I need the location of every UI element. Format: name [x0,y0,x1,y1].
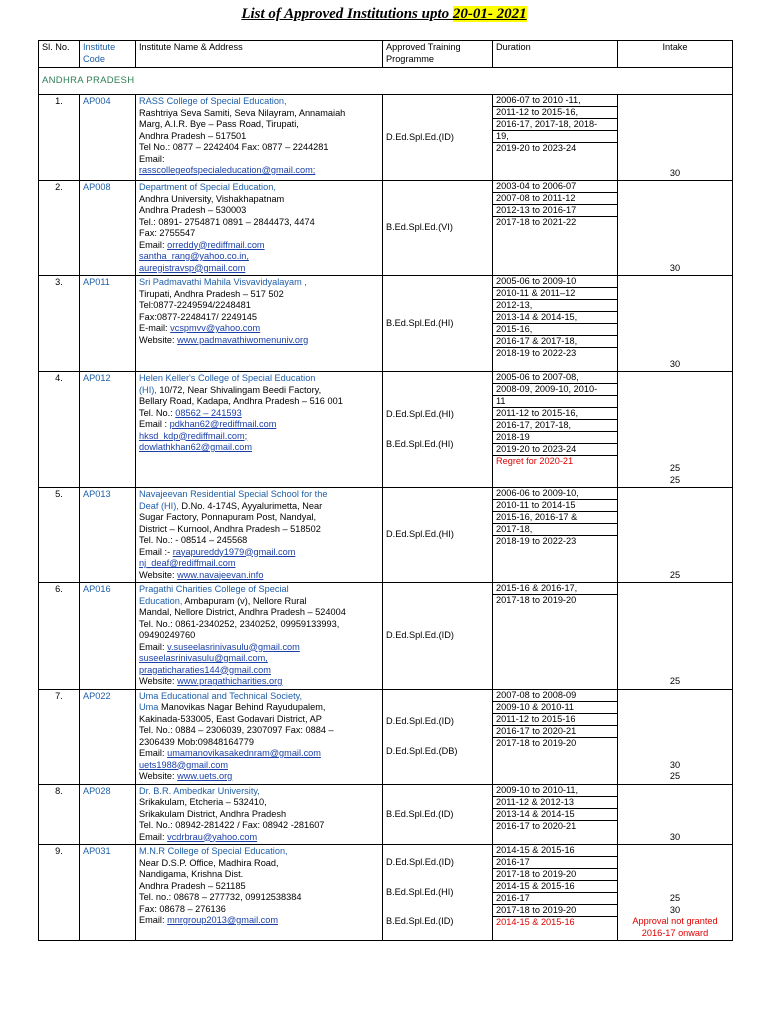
email-link[interactable]: uets1988@gmail.com [139,759,228,770]
address-line: Srikakulam, Etcheria – 532410, [139,797,267,807]
row-code: AP011 [80,276,136,372]
programme: D.Ed.Spl.Ed.(ID) [386,857,454,868]
email-label: E-mail: [139,323,171,333]
programme: B.Ed.Spl.Ed.(HI) [386,317,454,328]
email-link[interactable]: suseelasrinivasulu@gmail.com, [139,653,268,663]
row-sl: 2. [39,181,80,276]
institute-name-cont: Deaf (HI), [139,500,179,511]
intake-value: 25 [669,893,681,903]
website-label: Website: [139,334,178,345]
institute-name: Navajeevan Residential Special School for the [139,489,328,499]
email-link[interactable]: dowlathkhan62@gmail.com [139,442,252,452]
duration-entry: 2005-06 to 2009-10 [493,276,617,288]
row-programme [383,784,493,845]
row-intake [618,784,733,845]
institute-name: RASS College of Special Education, [139,96,287,106]
email-link[interactable]: umamanovikasakednram@gmail.com [167,748,321,758]
row-programme [383,95,493,181]
duration-entry: 2016-17 [493,857,617,869]
duration-entry: 2016-17, 2017-18, [493,420,617,432]
duration-entry: 2016-17, 2017-18, 2018- [493,119,617,131]
row-sl: 4. [39,372,80,488]
table-row [39,276,733,372]
duration-entry: 2003-04 to 2006-07 [493,181,617,193]
address-line: Near D.S.P. Office, Madhira Road, [139,857,279,868]
row-duration [493,583,618,690]
row-sl: 7. [39,689,80,784]
programme: B.Ed.Spl.Ed.(VI) [386,222,453,233]
title-date: 20-01- 2021 [452,6,527,22]
institute-name-cont: Education, [139,595,183,606]
duration-entry: 2015-16, 2016-17 & [493,512,617,524]
email-label: Email: [139,748,168,758]
programme-2: D.Ed.Spl.Ed.(DB) [386,745,458,756]
row-name-address [136,583,383,690]
institute-name-cont: Uma [139,702,159,712]
address-line: Nandigama, Krishna Dist. [139,869,244,879]
row-duration [493,276,618,372]
duration-entry: 2016-17 to 2020-21 [493,726,617,738]
row-name-address [136,276,383,372]
website-label: Website: [139,569,178,580]
email-label: Email : [139,419,170,429]
duration-entry: 2011-12 & 2012-13 [493,797,617,809]
institute-name: Department of Special Education, [139,182,276,192]
institute-name: Dr. B.R. Ambedkar University, [139,785,260,796]
email-link[interactable]: orreddy@rediffmail.com [167,239,265,250]
address-line: Tel No.: 0877 – 2242404 Fax: 0877 – 2244281 [139,142,329,152]
page-title: List of Approved Institutions upto 20-01- 2021 [241,6,527,22]
intake-value: 25 [669,463,681,473]
duration-entry: 2014-15 & 2015-16 [493,845,617,857]
programme: D.Ed.Spl.Ed.(ID) [386,716,454,726]
address-line: Tel. No.: [139,407,173,418]
address-line: D.No. 4-174S, Ayyalurimetta, Near [181,500,323,511]
duration-entry: 2016-17 [493,893,617,905]
table-row [39,488,733,583]
row-code: AP004 [80,95,136,181]
email-link[interactable]: vcspmvv@yahoo.com [170,323,261,333]
address-line: 2306439 Mob:09848164779 [139,736,254,747]
institute-name-cont: (HI), [139,384,157,395]
row-sl: 6. [39,583,80,690]
state-name: ANDHRA PRADESH [39,68,733,95]
email-label: Email: [139,831,168,842]
intake-value: 30 [669,167,681,178]
duration-entry: 2007-08 to 2008-09 [493,690,617,702]
website-label: Website: [139,771,178,781]
regret-note: Regret for 2020-21 [496,456,574,466]
row-name-address [136,181,383,276]
table-row [39,95,733,181]
website-link[interactable]: www.navajeevan.info [177,569,264,580]
email-label: Email: [139,915,168,925]
duration-entry: 2011-12 to 2015-16, [493,408,617,420]
row-code: AP016 [80,583,136,690]
email-link[interactable]: vcdrbrau@yahoo.com [167,831,258,842]
row-name-address [136,95,383,181]
duration-entry: 2010-11 & 2011–12 [493,288,617,300]
row-intake [618,181,733,276]
programme-2: B.Ed.Spl.Ed.(HI) [386,438,454,449]
duration-entry: 2019-20 to 2023-24 [493,444,617,456]
address-line: Tirupati, Andhra Pradesh – 517 502 [139,288,284,299]
email-link[interactable]: hksd_kdp@rediffmail.com; [139,430,248,441]
duration-entry: 2011-12 to 2015-16 [493,714,617,726]
email-link[interactable]: pragaticharaties144@gmail.com [139,664,271,675]
row-name-address [136,689,383,784]
table-row [39,372,733,488]
row-intake [618,372,733,488]
row-sl: 9. [39,845,80,941]
duration-entry: 11 [493,396,617,408]
row-programme [383,372,493,488]
address-line: 10/72, Near Shivalingam Beedi Factory, [159,384,322,395]
duration-entry: 2018-19 to 2022-23 [496,536,577,546]
address-line: Andhra University, Vishakhapatnam [139,193,285,204]
address-line: Sugar Factory, Ponnapuram Post, Nandyal, [139,512,317,522]
intake-value: 30 [669,831,681,842]
programme: D.Ed.Spl.Ed.(ID) [386,131,454,142]
duration-entry: 2017-18, [493,524,617,536]
header-sl: Sl. No. [39,41,80,68]
table-row [39,689,733,784]
row-programme [383,689,493,784]
intake-value: 30 [669,358,681,369]
intake-value: 25 [669,676,681,686]
row-programme [383,488,493,583]
intake-value: 30 [669,262,681,273]
address-line: Andhra Pradesh – 530003 [139,205,247,215]
programme: D.Ed.Spl.Ed.(ID) [386,630,454,640]
row-programme [383,583,493,690]
header-code: Institute Code [80,41,136,68]
tel-link[interactable]: 08562 – 241593 [175,407,242,418]
state-row [39,68,733,95]
table-header [39,41,733,68]
duration-entry: 2017-18 to 2019-20 [493,869,617,881]
address-line: Tel. no.: 08678 – 277732, 09912538384 [139,892,302,902]
row-sl: 5. [39,488,80,583]
row-duration [493,95,618,181]
address-line: Srikakulam District, Andhra Pradesh [139,808,287,819]
duration-entry: 2012-13 to 2016-17 [493,205,617,217]
address-line: Tel. No.: - 08514 – 245568 [139,535,248,545]
row-code: AP022 [80,689,136,784]
address-line: Fax: 2755547 [139,228,196,238]
address-line: 09490249760 [139,630,196,640]
address-line: Andhra Pradesh – 521185 [139,880,246,891]
email-link[interactable]: rayapureddy1979@gmail.com [172,546,296,557]
intake-value: 30 [669,759,681,770]
row-intake [618,95,733,181]
email-link[interactable]: santha_rang@yahoo.co.in, [139,251,249,261]
address-line: Kakinada-533005, East Godavari District, AP [139,713,322,724]
duration-entry: 2016-17 to 2020-21 [496,820,577,831]
duration-entry: 2010-11 to 2014-15 [493,500,617,512]
duration-entry: 2018-19 [493,432,617,444]
duration-entry: 2015-16, [493,324,617,336]
table-row [39,784,733,845]
row-duration [493,689,618,784]
row-intake [618,845,733,941]
programme: D.Ed.Spl.Ed.(HI) [386,529,454,540]
email-link[interactable]: nj_deaf@rediffmail.com [139,558,236,568]
institute-name: Uma Educational and Technical Society, [139,690,303,701]
header-prog: Approved Training Programme [383,41,493,68]
duration-entry: 2017-18 to 2021-22 [496,217,577,227]
row-name-address [136,372,383,488]
address-line: Fax: 08678 – 276136 [139,903,226,914]
programme: D.Ed.Spl.Ed.(HI) [386,409,454,419]
duration-entry: 2018-19 to 2022-23 [496,348,577,358]
intake-value: 30 [669,904,681,915]
address-line: Marg, A.I.R. Bye – Pass Road, Tirupati, [139,119,299,129]
row-name-address [136,845,383,941]
row-programme [383,845,493,941]
duration-entry: 2013-14 & 2014-15 [493,809,617,821]
email-label: Email: [139,641,168,652]
address-line: Tel:0877-2249594/2248481 [139,300,251,310]
table-row [39,583,733,690]
duration-entry: 2017-18 to 2019-20 [496,737,577,748]
address-line: Fax:0877-2248417/ 2249145 [139,311,258,322]
address-line: Tel. No.: 0861-2340252, 2340252, 09959133993, [139,618,340,629]
row-duration [493,845,618,941]
email-label: Email: [139,239,168,250]
institute-name: Helen Keller's College of Special Education [139,373,316,383]
website-link[interactable]: www.pragathicharities.org [177,676,283,686]
header-duration: Duration [493,41,618,68]
duration-entry: 2006-07 to 2010 -11, [493,95,617,107]
website-link[interactable]: www.uets.org [177,771,233,781]
duration-entry: 2013-14 & 2014-15, [493,312,617,324]
duration-entry-red: 2014-15 & 2015-16 [496,917,575,927]
duration-entry: 2007-08 to 2011-12 [493,193,617,205]
duration-entry: 2011-12 to 2015-16, [493,107,617,119]
row-duration [493,784,618,845]
address-line: Andhra Pradesh – 517501 [139,130,247,141]
address-line: Bellary Road, Kadapa, Andhra Pradesh – 516 001 [139,396,343,406]
row-sl: 3. [39,276,80,372]
institute-name: Pragathi Charities College of Special [139,584,289,594]
institute-name: Sri Padmavathi Mahila Visvavidyalayam , [139,277,307,287]
email-link[interactable]: mnrgroup2013@gmail.com [167,915,279,925]
row-intake [618,583,733,690]
programme-2: B.Ed.Spl.Ed.(HI) [386,886,454,897]
address-line: Manovikas Nagar Behind Rayudupalem, [160,702,326,712]
address-line: Ambapuram (v), Nellore Rural [184,595,307,606]
row-code: AP031 [80,845,136,941]
institute-name: M.N.R College of Special Education, [139,846,288,856]
email-label: Email :- [139,546,173,557]
website-link[interactable]: www.padmavathiwomenuniv.org [177,334,309,345]
table-row [39,845,733,941]
email-link[interactable]: rasscollegeofspecialeducation@gmail.com; [139,165,316,175]
programme: B.Ed.Spl.Ed.(ID) [386,808,454,819]
table-row [39,181,733,276]
row-intake [618,689,733,784]
row-code: AP028 [80,784,136,845]
duration-entry: 2012-13, [493,300,617,312]
duration-entry: 2009-10 to 2010-11, [493,785,617,797]
address-line: Rashtriya Seva Samiti, Seva Nilayram, Annamaiah [139,107,346,118]
row-name-address [136,488,383,583]
address-line: Tel.: 0891- 2754871 0891 – 2844473, 4474 [139,216,315,227]
address-line: Mandal, Nellore District, Andhra Pradesh – 524004 [139,607,346,617]
row-intake [618,488,733,583]
row-duration [493,372,618,488]
row-duration [493,488,618,583]
website-label: Website: [139,676,178,686]
row-code: AP012 [80,372,136,488]
header-intake: Intake [618,41,733,68]
row-programme [383,181,493,276]
duration-entry: 2008-09, 2009-10, 2010- [493,384,617,396]
duration-entry: 2017-18 to 2019-20 [493,905,617,917]
email-link[interactable]: v.suseelasrinivasulu@gmail.com [167,641,300,652]
duration-entry: 2005-06 to 2007-08, [493,372,617,384]
duration-entry: 2015-16 & 2016-17, [493,583,617,595]
duration-entry: 2014-15 & 2015-16 [493,881,617,893]
address-line: District – Kurnool, Andhra Pradesh – 518502 [139,523,321,534]
row-sl: 8. [39,784,80,845]
address-line: Tel. No.: 08942-281422 / Fax: 08942 -281607 [139,820,325,830]
row-programme [383,276,493,372]
duration-entry: 19, [493,131,617,143]
duration-entry: 2009-10 & 2010-11 [493,702,617,714]
duration-entry: 2019-20 to 2023-24 [496,143,577,153]
programme-3: B.Ed.Spl.Ed.(ID) [386,916,454,927]
row-duration [493,181,618,276]
row-intake [618,276,733,372]
institutions-table [38,40,733,941]
intake-value: 25 [669,569,681,580]
duration-entry: 2016-17 & 2017-18, [493,336,617,348]
row-code: AP008 [80,181,136,276]
address-line: Email: [139,153,165,164]
intake-value: 25 [669,771,681,781]
email-link[interactable]: auregistravsp@gmail.com [139,262,246,273]
row-sl: 1. [39,95,80,181]
duration-entry: 2006-06 to 2009-10, [493,488,617,500]
intake-value: 25 [669,474,681,485]
email-link[interactable]: pdkhan62@rediffmail.com [169,419,277,429]
row-name-address [136,784,383,845]
duration-entry: 2017-18 to 2019-20 [496,595,577,605]
row-code: AP013 [80,488,136,583]
address-line: Tel. No.: 0884 – 2306039, 2307097 Fax: 0884 – [139,725,334,735]
header-name: Institute Name & Address [136,41,383,68]
intake-note-red: Approval not granted 2016-17 onward [632,916,718,938]
